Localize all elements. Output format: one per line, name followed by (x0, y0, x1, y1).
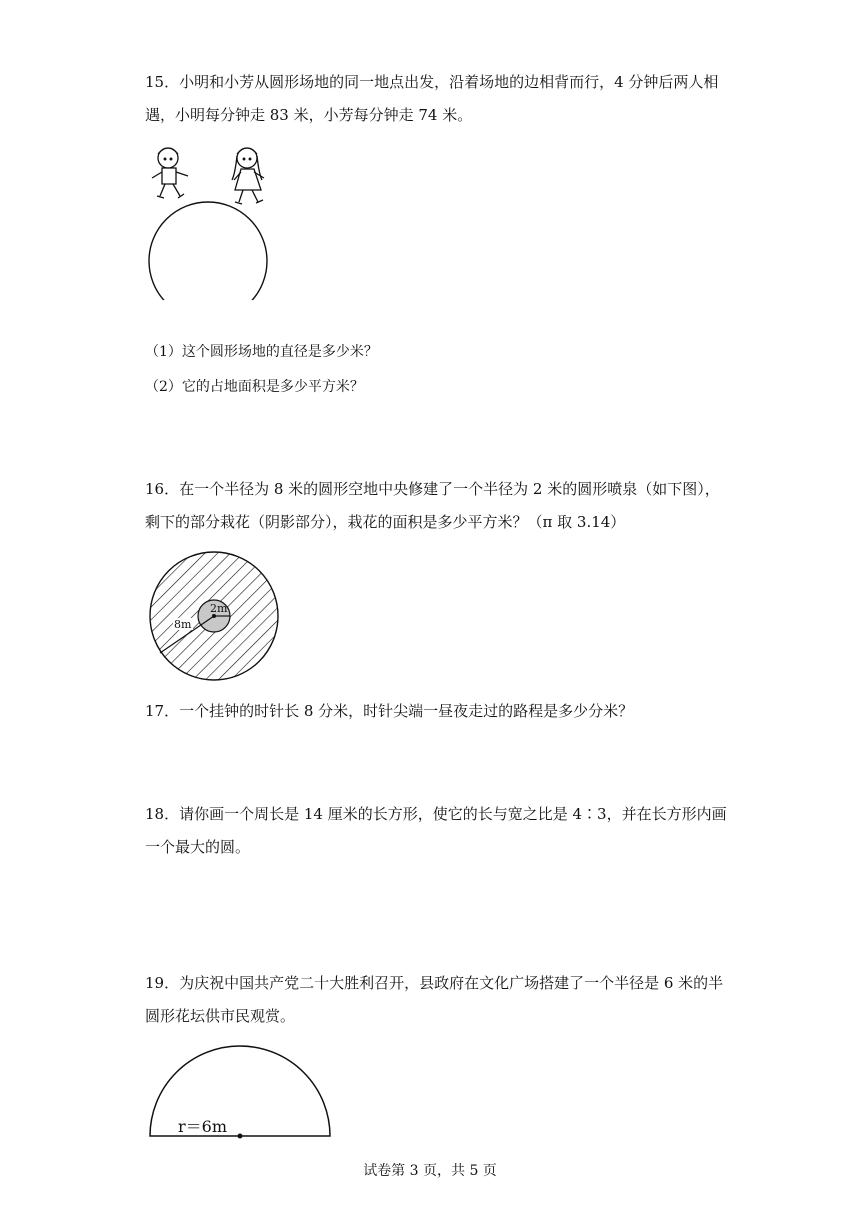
question-16-text: 16．在一个半径为 8 米的圆形空地中央修建了一个半径为 2 米的圆形喷泉（如下图），剩下的部分栽花（阴影部分），栽花的面积是多少平方米？（π 取 3.14） (145, 480, 720, 531)
q19-figure-semicircle (144, 1040, 336, 1140)
inner-radius-label: 2m (210, 602, 228, 615)
q16-figure-ring (146, 548, 282, 684)
page-footer: 试卷第 3 页，共 5 页 (363, 1163, 497, 1179)
semicircle-flower-bed (150, 1046, 330, 1136)
girl-figure-icon (232, 148, 264, 204)
question-18-text: 18．请你画一个周长是 14 厘米的长方形，使它的长与宽之比是 4∶3，并在长方形内画一个最大的圆。 (145, 805, 727, 856)
outer-radius-label: 8m (174, 618, 192, 631)
q15-figure-circle-with-children (140, 140, 280, 300)
question-15-sub-2: （2）它的占地面积是多少平方米？ (145, 379, 364, 395)
round-field-circle (149, 202, 267, 300)
semicircle-center-point (238, 1134, 243, 1139)
question-19-text: 19．为庆祝中国共产党二十大胜利召开，县政府在文化广场搭建了一个半径是 6 米的半圆形花坛供市民观赏。 (145, 974, 724, 1025)
question-15-text: 15．小明和小芳从圆形场地的同一地点出发，沿着场地的边相背而行，4 分钟后两人相遇，小明每分钟走 83 米，小芳每分钟走 74 米。 (145, 73, 719, 124)
question-15-sub-1: （1）这个圆形场地的直径是多少米？ (145, 344, 378, 360)
boy-figure-icon (152, 148, 188, 198)
question-17-text: 17．一个挂钟的时针长 8 分米，时针尖端一昼夜走过的路程是多少分米？ (145, 702, 634, 720)
radius-label: r＝6m (178, 1117, 228, 1136)
